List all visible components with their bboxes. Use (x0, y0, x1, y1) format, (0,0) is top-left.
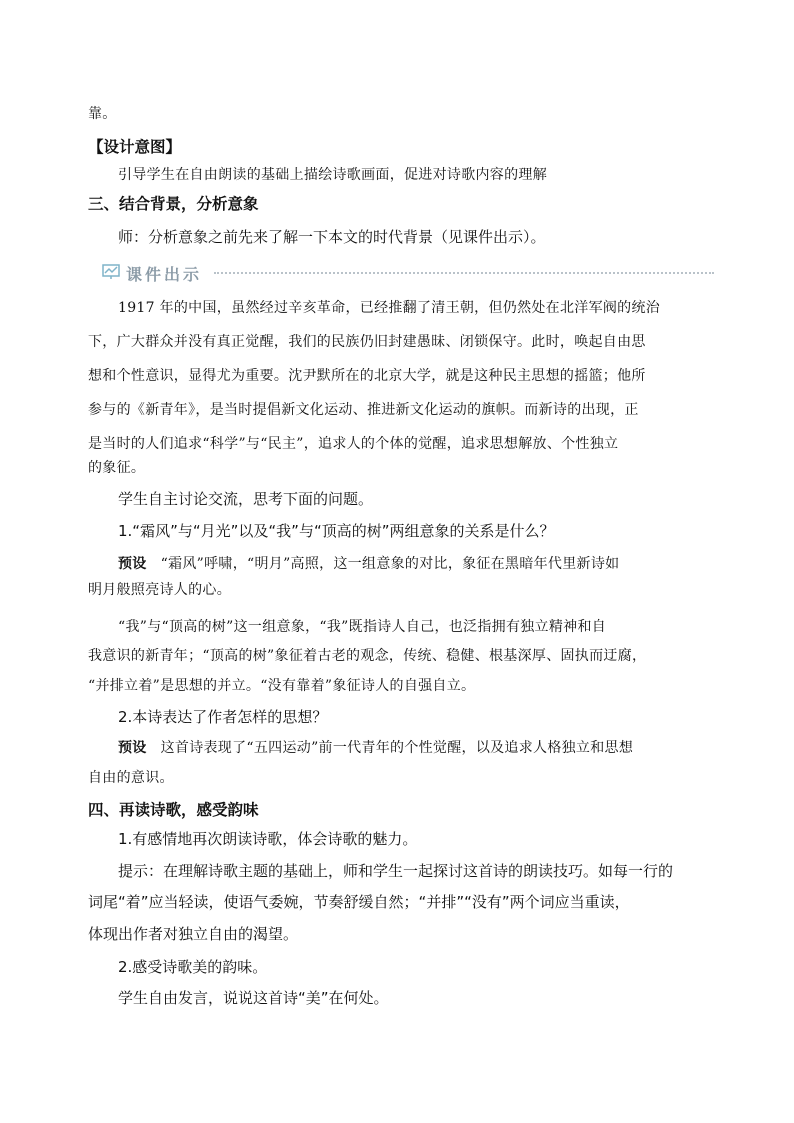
question-2: 2.本诗表达了作者怎样的思想？ (118, 708, 328, 726)
answer-1-line-3: “我”与“顶高的树”这一组意象，“我”既指诗人自己，也泛指拥有独立精神和自 (118, 619, 607, 635)
discussion-prompt: 学生自主讨论交流，思考下面的问题。 (118, 490, 374, 508)
background-line-1: 1917 年的中国，虽然经过辛亥革命，已经推翻了清王朝，但仍然处在北洋军阀的统治 (118, 300, 661, 316)
courseware-title: 课件出示 (126, 265, 203, 284)
teacher-line: 师：分析意象之前先来了解一下本文的时代背景（见课件出示）。 (118, 228, 546, 246)
answer-1-line-2: 明月般照亮诗人的心。 (88, 582, 231, 598)
preset-label: 预设 (118, 556, 147, 572)
tip-line-1: 提示：在理解诗歌主题的基础上，师和学生一起探讨这首诗的朗读技巧。如每一行的 (118, 862, 674, 880)
courseware-banner (102, 262, 714, 284)
section-4-item-3: 学生自由发言，说说这首诗“美”在何处。 (118, 989, 389, 1007)
answer-1-line-1: 预设 “霜风”呼啸，“明月”高照，这一组意象的对比，象征在黑暗年代里新诗如 (118, 556, 620, 572)
tip-line-2: 词尾“着”应当轻读，使语气委婉，节奏舒缓自然；“并排”“没有”两个词应当重读， (88, 893, 630, 911)
design-intent-body: 引导学生在自由朗读的基础上描绘诗歌画面，促进对诗歌内容的理解 (118, 167, 547, 183)
tip-line-3: 体现出作者对独立自由的渴望。 (88, 925, 299, 943)
dotted-divider (214, 272, 714, 274)
answer-1-line-5: “并排立着”是思想的并立。“没有靠着”象征诗人的自强自立。 (88, 678, 476, 694)
preset-label: 预设 (118, 740, 147, 756)
section-4-heading: 四、再读诗歌，感受韵味 (88, 801, 259, 819)
continued-text: 靠。 (88, 106, 117, 122)
section-3-heading: 三、结合背景，分析意象 (88, 195, 259, 213)
answer-2-line-1: 预设 这首诗表现了“五四运动”前一代青年的个性觉醒，以及追求人格独立和思想 (118, 740, 634, 756)
question-1: 1.“霜风”与“月光”以及“我”与“顶高的树”两组意象的关系是什么？ (118, 522, 555, 540)
chart-board-icon (102, 264, 120, 280)
answer-1-line-4: 我意识的新青年；“顶高的树”象征着古老的观念，传统、稳健、根基深厚、固执而迂腐， (88, 648, 647, 664)
background-line-2: 下，广大群众并没有真正觉醒，我们的民族仍旧封建愚昧、闭锁保守。此时，唤起自由思 (88, 334, 646, 350)
design-intent-heading: 【设计意图】 (88, 138, 182, 156)
background-line-4: 参与的《新青年》，是当时提倡新文化运动、推进新文化运动的旗帜。而新诗的出现，正 (88, 402, 639, 418)
section-4-item-1: 1.有感情地再次朗读诗歌，体会诗歌的魅力。 (118, 830, 418, 848)
section-4-item-2: 2.感受诗歌美的韵味。 (118, 958, 268, 976)
background-line-3: 想和个性意识，显得尤为重要。沈尹默所在的北京大学，就是这种民主思想的摇篮；他所 (88, 368, 646, 384)
answer-2-line-2: 自由的意识。 (88, 770, 174, 786)
background-line-6: 的象征。 (88, 460, 146, 476)
background-line-5: 是当时的人们追求“科学”与“民主”，追求人的个体的觉醒，追求思想解放、个性独立 (88, 436, 619, 452)
